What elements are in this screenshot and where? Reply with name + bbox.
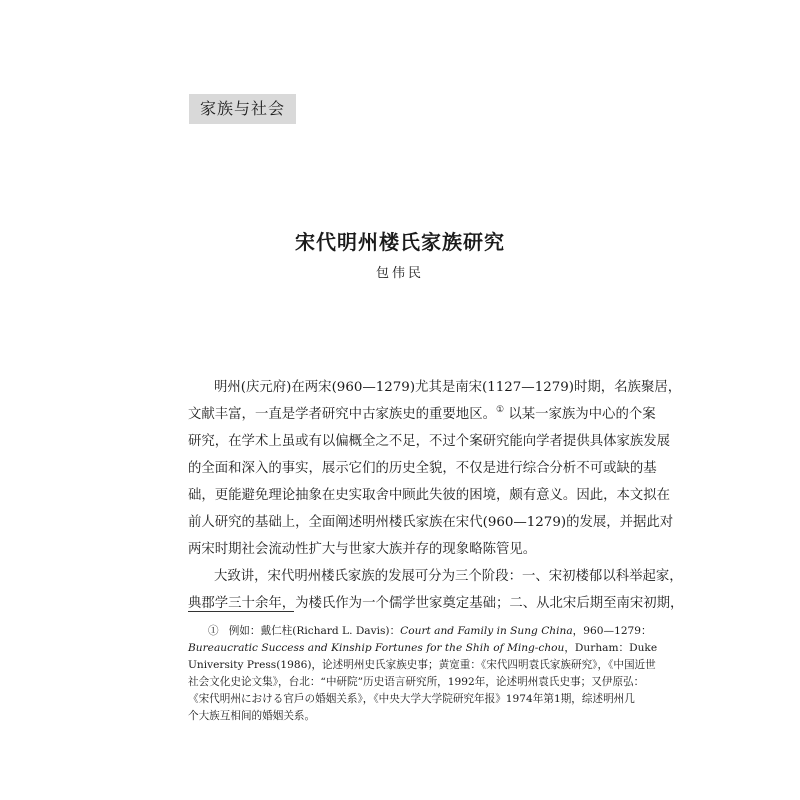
footnotes (188, 623, 658, 725)
body-line: 的全面和深入的事实，展示它们的历史全貌，不仅是进行综合分析不可或缺的基 (188, 461, 657, 476)
body-line: 前人研究的基础上，全面阐述明州楼氏家族在宋代(960—1279)的发展，并据此对 (188, 515, 674, 530)
footnote-line: 社会文化史论文集》，台北：“中研院”历史语言研究所，1992年，论述明州袁氏史事；又伊原弘： (188, 676, 645, 688)
body-line-text: 以某一家族为中心的个案 (508, 407, 656, 422)
body-line: 大致讲，宋代明州楼氏家族的发展可分为三个阶段：一、宋初楼郁以科举起家， (214, 569, 683, 584)
footnote-book-title: Court and Family in Sung China (400, 625, 573, 637)
footnote-text: 例如：戴仁柱(Richard L. Davis)： (228, 625, 401, 637)
footnote-book-subtitle: Bureaucratic Success and Kinship Fortunes for the Shih of Ming-chou (188, 642, 565, 654)
body-line: 两宋时期社会流动性扩大与世家大族并存的现象略陈管见。 (188, 542, 537, 557)
footnote-ref[interactable]: ① (495, 405, 505, 415)
footnote-line (188, 640, 658, 657)
section-tag: 家族与社会 (189, 94, 296, 124)
article-title: 宋代明州楼氏家族研究 (295, 230, 505, 254)
footnote-line: 《宋代明州における官戶の婚姻关系》，《中央大学大学院研究年报》1974年第1期，综述明州几 (188, 693, 635, 705)
footnote-line: 个大族互相间的婚姻关系。 (188, 710, 316, 722)
footnote-marker: ① (208, 625, 219, 637)
body-line: 础，更能避免理论抽象在史实取舍中顾此失彼的困境，颇有意义。因此，本文拟在 (188, 488, 671, 503)
footnote-divider (188, 611, 294, 612)
footnote-text: ，960—1279： (572, 625, 652, 637)
body-line: 研究，在学术上虽或有以偏概全之不足，不过个案研究能向学者提供具体家族发展 (188, 434, 671, 449)
body-line (188, 401, 656, 428)
body-line-text: 文献丰富，一直是学者研究中古家族史的重要地区。 (188, 407, 496, 422)
article-body (188, 374, 684, 617)
body-line: 明州(庆元府)在两宋(960—1279)尤其是南宋(1127—1279)时期，名族聚居， (214, 380, 682, 395)
footnote-line: University Press(1986)，论述明州史氏家族史事；黄宽重：《宋代四明袁氏家族研究》，《中国近世 (188, 659, 656, 671)
body-line: 典郡学三十余年，为楼氏作为一个儒学世家奠定基础；二、从北宋后期至南宋初期， (188, 596, 684, 611)
footnote-text: ，Durham：Duke (564, 642, 658, 654)
footnote-line (188, 623, 652, 640)
article-author: 包伟民 (375, 266, 424, 281)
